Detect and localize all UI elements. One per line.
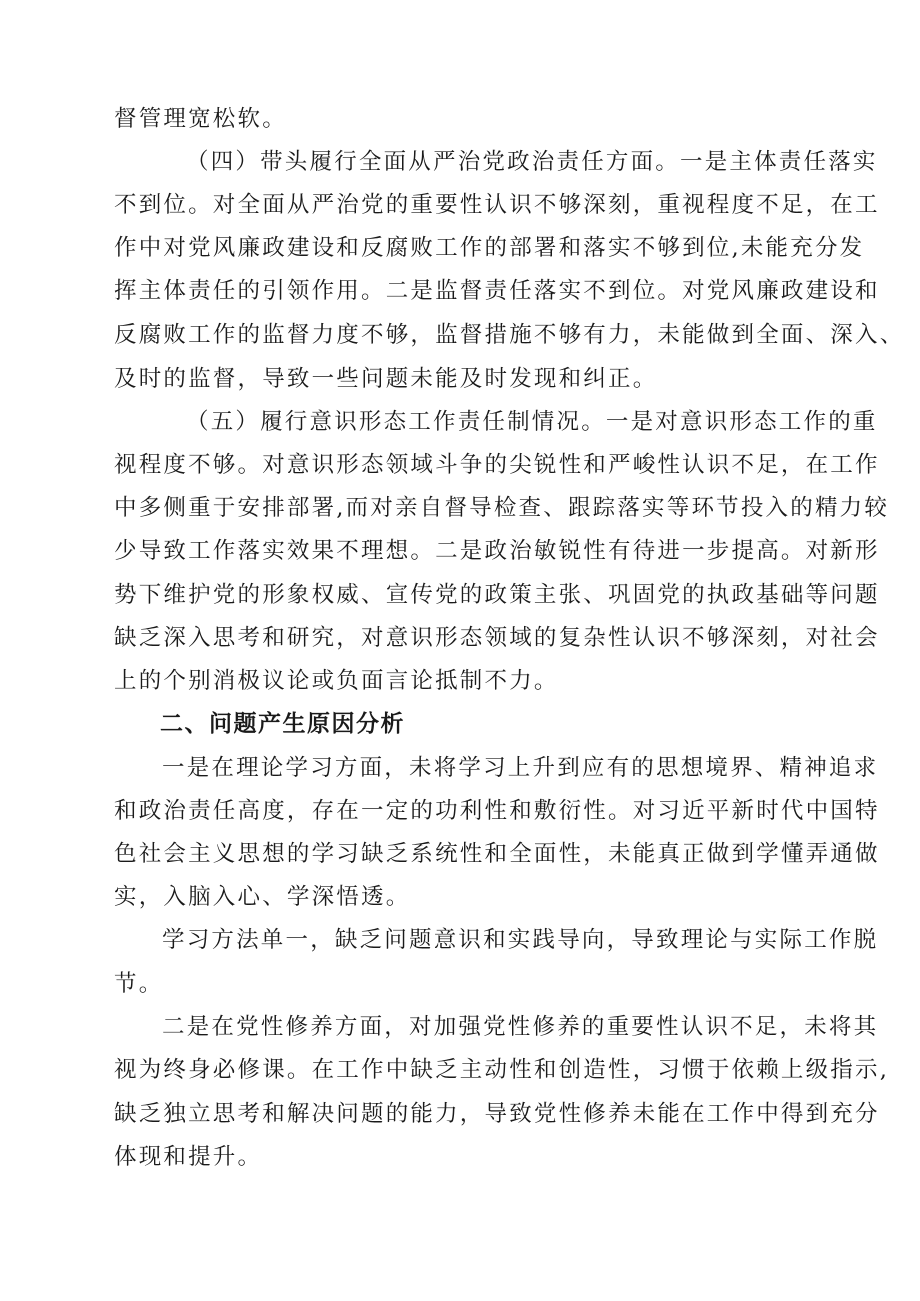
paragraph-line: 体现和提升。 [114,1144,263,1170]
paragraph-line: 及时的监督，导致一些问题未能及时发现和纠正。 [114,366,658,392]
paragraph-line: 实，入脑入心、学深悟透。 [114,884,411,910]
paragraph-line: 势下维护党的形象权威、宣传党的政策主张、巩固党的执政基础等问题 [114,582,880,608]
paragraph-line: 二是在党性修养方面，对加强党性修养的重要性认识不足，未将其 [162,1014,879,1040]
paragraph-line: 反腐败工作的监督力度不够，监督措施不够有力，未能做到全面、深入、 [114,322,905,348]
paragraph-line: 中多侧重于安排部署,而对亲自督导检查、跟踪落实等环节投入的精力较 [114,495,890,521]
paragraph-line: 挥主体责任的引领作用。二是监督责任落实不到位。对党风廉政建设和 [114,278,880,304]
paragraph-line: 上的个别消极议论或负面言论抵制不力。 [114,668,559,694]
paragraph-line: 视程度不够。对意识形态领域斗争的尖锐性和严峻性认识不足，在工作 [114,452,880,478]
paragraph-line: 学习方法单一，缺乏问题意识和实践导向，导致理论与实际工作脱 [162,927,879,953]
paragraph-line: 少导致工作落实效果不理想。二是政治敏锐性有待进一步提高。对新形 [114,538,880,564]
paragraph-line: 一是在理论学习方面，未将学习上升到应有的思想境界、精神追求 [162,755,879,781]
paragraph-line: 不到位。对全面从严治党的重要性认识不够深刻，重视程度不足，在工 [114,192,880,218]
paragraph-line: 缺乏深入思考和研究，对意识形态领域的复杂性认识不够深刻，对社会 [114,625,880,651]
paragraph-line: （四）带头履行全面从严治党政治责任方面。一是主体责任落实 [186,149,878,175]
paragraph-line: 缺乏独立思考和解决问题的能力，导致党性修养未能在工作中得到充分 [114,1101,880,1127]
paragraph-line: 色社会主义思想的学习缺乏系统性和全面性，未能真正做到学懂弄通做 [114,841,880,867]
paragraph-line: 节。 [114,971,164,997]
paragraph-line: 作中对党风廉政建设和反腐败工作的部署和落实不够到位,未能充分发 [114,235,865,261]
section-heading: 二、问题产生原因分析 [160,711,405,737]
paragraph-line: 和政治责任高度，存在一定的功利性和敷衍性。对习近平新时代中国特 [114,798,880,824]
paragraph-line: 视为终身必修课。在工作中缺乏主动性和创造性，习惯于依赖上级指示, [114,1057,890,1083]
paragraph-line: （五）履行意识形态工作责任制情况。一是对意识形态工作的重 [186,409,878,435]
paragraph-line: 督管理宽松软。 [114,106,287,132]
